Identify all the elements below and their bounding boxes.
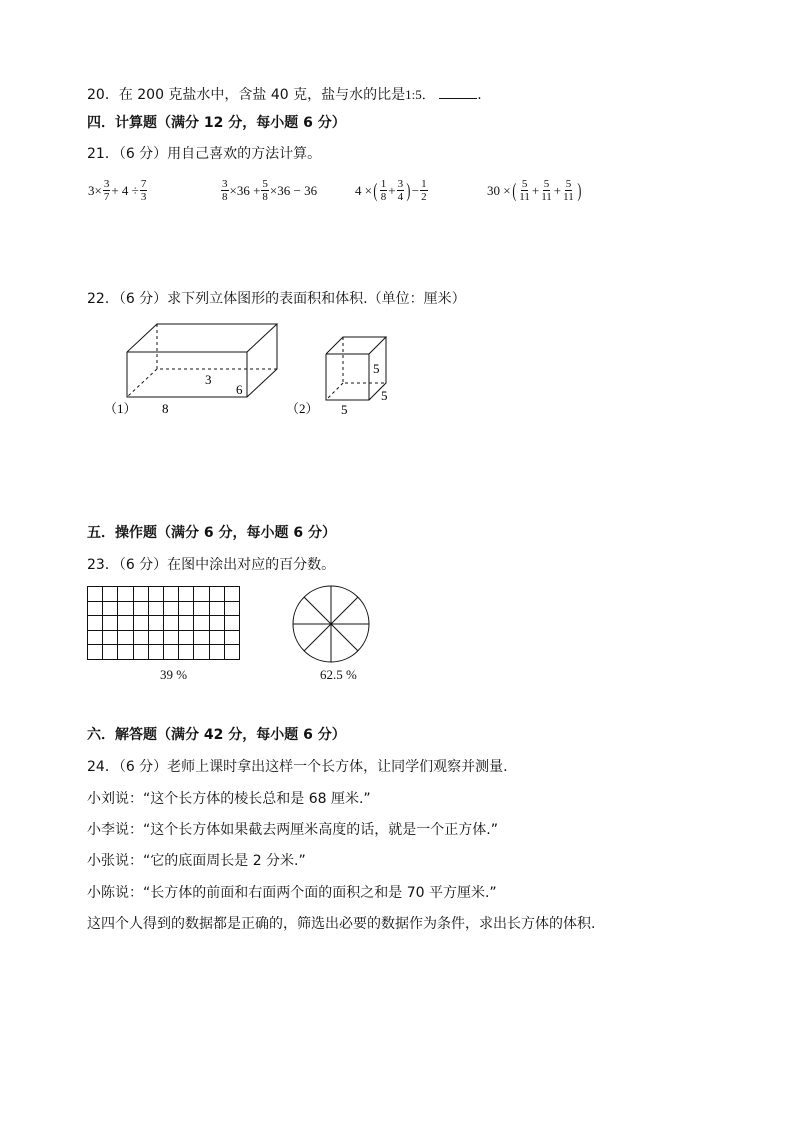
pie-circle[interactable] — [290, 583, 372, 665]
grid-cell[interactable] — [118, 601, 133, 616]
grid-cell[interactable] — [133, 587, 148, 602]
figure-2-label: （2） — [286, 401, 319, 416]
grid-cell[interactable] — [118, 616, 133, 631]
grid-cell[interactable] — [148, 645, 163, 660]
grid-cell[interactable] — [118, 587, 133, 602]
expression-3: 4 × ( $\frac{1}{8}$ + $\frac{3}{4}$ ) − $\frac{1}{2}$ — [355, 178, 427, 203]
question-20: 20．在 200 克盐水中，含盐 40 克，盐与水的比是1:5． . — [87, 84, 482, 104]
circle-percent-label: 62.5 % — [320, 667, 357, 682]
question-23-text: 23．（6 分）在图中涂出对应的百分数。 — [87, 557, 336, 573]
grid-cell[interactable] — [118, 645, 133, 660]
grid-cell[interactable] — [179, 630, 194, 645]
grid-cell[interactable] — [88, 601, 103, 616]
section-5-title: 五．操作题（满分 6 分，每小题 6 分） — [87, 525, 336, 541]
ratio-answer: 1:5． — [405, 87, 435, 102]
grid-cell[interactable] — [163, 601, 178, 616]
grid-cell[interactable] — [148, 616, 163, 631]
grid-cell[interactable] — [103, 616, 118, 631]
grid-cell[interactable] — [224, 645, 239, 660]
grid-cell[interactable] — [224, 587, 239, 602]
grid-cell[interactable] — [163, 645, 178, 660]
grid-cell[interactable] — [224, 601, 239, 616]
answer-blank[interactable] — [439, 84, 477, 99]
grid-cell[interactable] — [103, 587, 118, 602]
cuboid-height: 3 — [205, 372, 212, 387]
fraction: $\frac{5}{8}$ — [262, 178, 268, 203]
grid-cell[interactable] — [133, 601, 148, 616]
question-21-text: 21．（6 分）用自己喜欢的方法计算。 — [87, 146, 322, 162]
grid-cell[interactable] — [103, 630, 118, 645]
hundred-grid[interactable] — [87, 586, 240, 660]
cube-edge-depth: 5 — [381, 388, 388, 403]
statement-liu: 小刘说：“这个长方体的棱长总和是 68 厘米.” — [87, 791, 371, 807]
grid-cell[interactable] — [148, 630, 163, 645]
statement-li: 小李说：“这个长方体如果截去两厘米高度的话，就是一个正方体.” — [87, 822, 498, 838]
grid-cell[interactable] — [209, 630, 224, 645]
grid-cell[interactable] — [194, 645, 209, 660]
expression-2: $\frac{3}{8}$ ×36 + $\frac{5}{8}$ ×36 − 36 — [222, 178, 318, 203]
fraction: $\frac{5}{11}$ — [519, 178, 530, 203]
grid-cell[interactable] — [224, 630, 239, 645]
question-22-text: 22．（6 分）求下列立体图形的表面积和体积.（单位：厘米） — [87, 291, 466, 307]
grid-cell[interactable] — [224, 616, 239, 631]
grid-cell[interactable] — [209, 587, 224, 602]
question-24-text: 24．（6 分）老师上课时拿出这样一个长方体，让同学们观察并测量. — [87, 759, 508, 775]
grid-cell[interactable] — [133, 616, 148, 631]
grid-cell[interactable] — [163, 587, 178, 602]
grid-cell[interactable] — [88, 630, 103, 645]
grid-cell[interactable] — [179, 601, 194, 616]
grid-cell[interactable] — [179, 616, 194, 631]
grid-percent-label: 39 % — [160, 667, 188, 682]
grid-cell[interactable] — [179, 645, 194, 660]
grid-cell[interactable] — [148, 587, 163, 602]
grid-cell[interactable] — [194, 630, 209, 645]
grid-cell[interactable] — [209, 601, 224, 616]
cube-edge-front: 5 — [341, 402, 348, 417]
fraction: $\frac{5}{11}$ — [563, 178, 574, 203]
section-6-title: 六．解答题（满分 42 分，每小题 6 分） — [87, 727, 346, 743]
expression-4: 30 × ( $\frac{5}{11}$ + $\frac{5}{11}$ + $\frac{5}{11}$ ) — [487, 178, 582, 203]
cuboid-length: 8 — [162, 401, 169, 416]
fraction: $\frac{3}{7}$ — [103, 178, 110, 203]
grid-cell[interactable] — [209, 645, 224, 660]
grid-cell[interactable] — [103, 645, 118, 660]
fraction: $\frac{3}{4}$ — [397, 178, 404, 203]
fraction: $\frac{3}{8}$ — [222, 178, 228, 203]
grid-cell[interactable] — [88, 587, 103, 602]
solid-figures — [80, 318, 400, 428]
cube-edge-height: 5 — [373, 361, 380, 376]
statement-chen: 小陈说：“长方体的前面和右面两个面的面积之和是 70 平方厘米.” — [87, 885, 497, 901]
grid-cell[interactable] — [179, 587, 194, 602]
question-24-task: 这四个人得到的数据都是正确的，筛选出必要的数据作为条件，求出长方体的体积. — [87, 916, 596, 932]
grid-cell[interactable] — [209, 616, 224, 631]
grid-cell[interactable] — [194, 616, 209, 631]
fraction: $\frac{5}{11}$ — [541, 178, 552, 203]
cuboid-figure — [127, 324, 277, 397]
grid-cell[interactable] — [194, 587, 209, 602]
fraction: $\frac{1}{8}$ — [380, 178, 387, 203]
grid-cell[interactable] — [103, 601, 118, 616]
question-20-text: 20．在 200 克盐水中，含盐 40 克，盐与水的比是 — [87, 87, 406, 103]
grid-cell[interactable] — [194, 601, 209, 616]
statement-zhang: 小张说：“它的底面周长是 2 分米.” — [87, 853, 306, 869]
cuboid-width: 6 — [236, 382, 243, 397]
fraction: $\frac{1}{2}$ — [421, 178, 427, 203]
grid-cell[interactable] — [148, 601, 163, 616]
section-4-title: 四．计算题（满分 12 分，每小题 6 分） — [87, 115, 346, 131]
grid-cell[interactable] — [133, 630, 148, 645]
grid-cell[interactable] — [163, 630, 178, 645]
grid-cell[interactable] — [163, 616, 178, 631]
figure-1-label: （1） — [104, 401, 137, 416]
grid-cell[interactable] — [133, 645, 148, 660]
grid-cell[interactable] — [88, 645, 103, 660]
expression-1: 3× $\frac{3}{7}$ + 4 ÷ $\frac{7}{3}$ — [88, 178, 147, 203]
grid-cell[interactable] — [88, 616, 103, 631]
fraction: $\frac{7}{3}$ — [140, 178, 147, 203]
grid-cell[interactable] — [118, 630, 133, 645]
